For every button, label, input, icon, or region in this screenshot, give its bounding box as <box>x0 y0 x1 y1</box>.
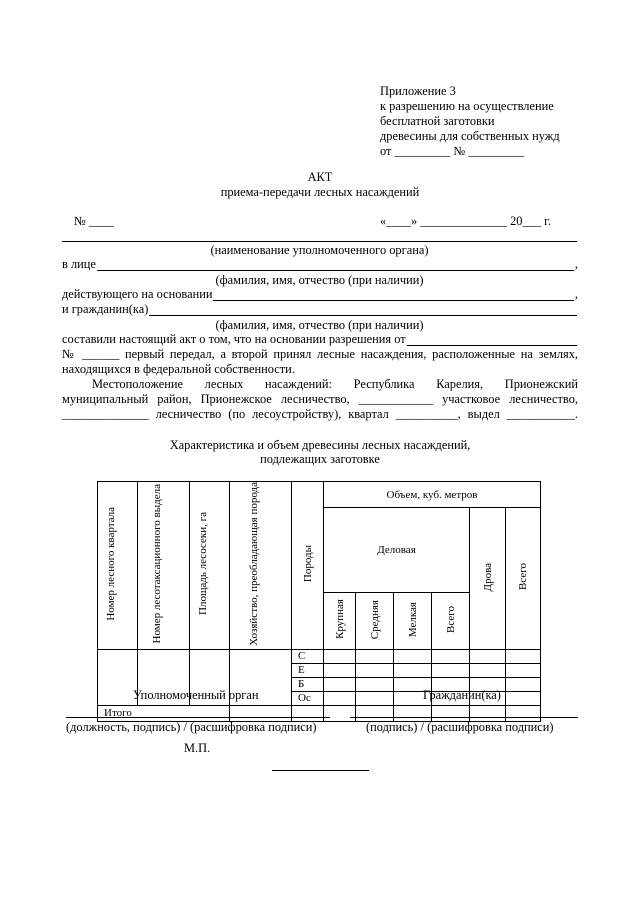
acting-label: действующего на основании <box>62 287 213 301</box>
timber-table <box>97 481 541 722</box>
location-line-3: ______________ лесничество (по лесоустройству), квартал __________, выдел ___________. <box>62 407 578 421</box>
species-cell: Б <box>292 677 324 691</box>
fio-caption-2: (фамилия, имя, отчество (при наличии) <box>215 318 424 332</box>
section-title-1: Характеристика и объем древесины лесных насаждений, <box>169 438 471 452</box>
header-firewood: Дрова <box>470 508 506 650</box>
authority-sign-line <box>66 717 330 718</box>
permit-date-blank <box>407 334 577 346</box>
seal-label: М.П. <box>184 741 211 755</box>
location-line-1: Местоположение лесных насаждений: Республика Карелия, Прионежский <box>92 377 578 391</box>
appendix-line-2: бесплатной заготовки <box>380 114 495 128</box>
made-text: составили настоящий акт о том, что на основании разрешения от <box>62 332 406 346</box>
location-line-2: муниципальный район, Прионежское лесничество, ____________ участковое лесничество, <box>62 392 578 406</box>
made-row <box>62 332 578 346</box>
authority-label: Уполномоченный орган <box>133 688 259 702</box>
header-quarter: Номер лесного квартала <box>98 482 138 650</box>
in-person-label: в лице <box>62 257 96 271</box>
species-cell: С <box>292 649 324 663</box>
appendix-from-label: от <box>380 144 392 158</box>
header-division: Номер лесотаксационного выдела <box>138 482 190 650</box>
doc-number: № ____ <box>74 214 114 228</box>
transfer-line: № ______ первый передал, а второй принял лесные насаждения, расположенные на землях, <box>62 347 578 361</box>
total-label: Итого <box>98 705 230 721</box>
in-person-comma: , <box>574 257 578 271</box>
in-person-row <box>62 257 578 271</box>
acting-row <box>62 287 578 301</box>
appendix-number-label: № <box>453 144 466 158</box>
table-row <box>98 649 541 663</box>
fio-caption-1: (фамилия, имя, отчество (при наличии) <box>215 273 424 287</box>
header-volume: Объем, куб. метров <box>324 482 541 508</box>
acting-comma: , <box>574 287 578 301</box>
org-caption: (наименование уполномоченного органа) <box>210 243 429 257</box>
citizen-blank <box>149 304 577 316</box>
in-person-blank <box>97 259 574 271</box>
footer-divider <box>272 770 369 771</box>
citizen-label: и гражданин(ка) <box>62 302 149 316</box>
species-cell: Ос <box>292 691 324 705</box>
appendix-number-blank: _________ <box>468 144 525 158</box>
citizen-row <box>62 302 578 316</box>
appendix-date-number <box>380 144 524 158</box>
doc-title: АКТ <box>307 170 333 184</box>
citizen-sign-label: Гражданин(ка) <box>423 688 501 702</box>
appendix-title: Приложение 3 <box>380 84 456 98</box>
appendix-line-1: к разрешению на осуществление <box>380 99 554 113</box>
appendix-from-blank: _________ <box>394 144 451 158</box>
header-species: Породы <box>292 482 324 650</box>
appendix-line-3: древесины для собственных нужд <box>380 129 560 143</box>
cell-quarter <box>98 649 138 705</box>
doc-date: «____» ______________ 20___ г. <box>380 214 551 228</box>
section-title-2: подлежащих заготовке <box>260 452 380 466</box>
citizen-caption: (подпись) / (расшифровка подписи) <box>366 720 554 734</box>
acting-blank <box>213 289 573 301</box>
header-small: Мелкая <box>394 592 432 649</box>
header-main-species: Хозяйство, преобладающая порода <box>230 482 292 650</box>
citizen-sign-line <box>350 717 578 718</box>
header-large: Крупная <box>324 592 356 649</box>
header-area: Площадь лесосеки, га <box>190 482 230 650</box>
header-medium: Средняя <box>356 592 394 649</box>
species-cell: Е <box>292 663 324 677</box>
header-business-total: Всего <box>432 592 470 649</box>
federal-line: находящихся в федеральной собственности. <box>62 362 295 376</box>
doc-subtitle: приема-передачи лесных насаждений <box>220 185 420 199</box>
authority-caption: (должность, подпись) / (расшифровка подписи) <box>66 720 317 734</box>
header-total: Всего <box>506 508 541 650</box>
header-business: Деловая <box>324 508 470 593</box>
org-line <box>62 241 577 242</box>
total-row <box>98 705 541 721</box>
